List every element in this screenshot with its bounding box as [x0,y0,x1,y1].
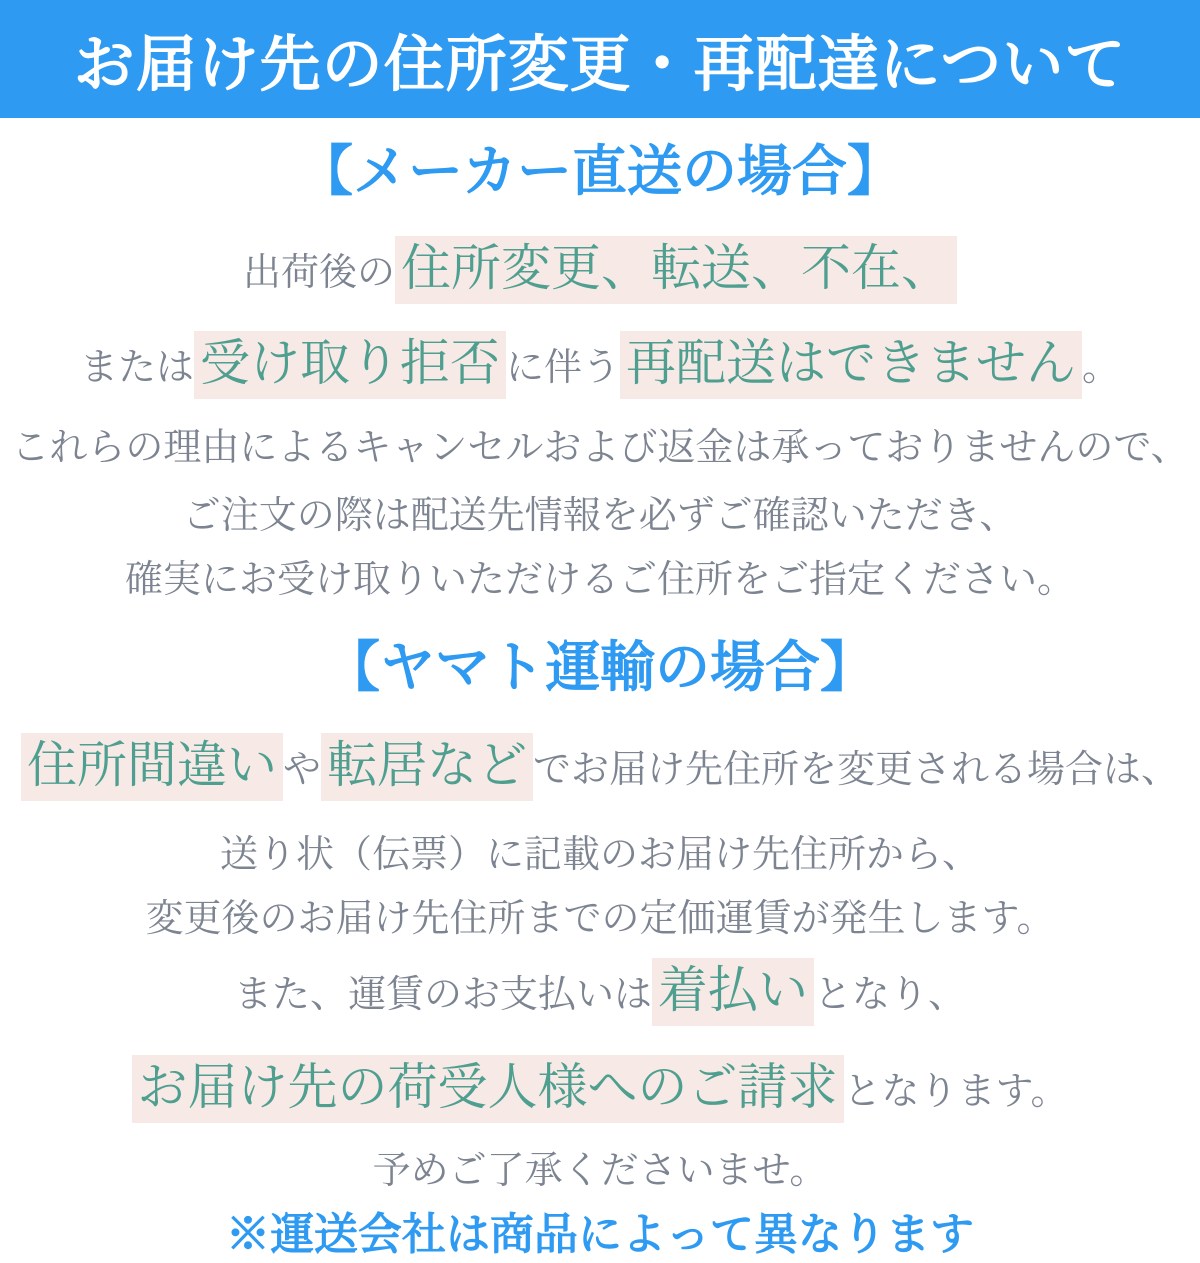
maker-line-confirm-address: ご注文の際は配送先情報を必ずご確認いただき、 [182,495,1018,537]
text-segment: や [282,749,321,791]
yamato-line-freight-charge: 変更後のお届け先住所までの定価運賃が発生します。 [145,898,1055,940]
maker-line-no-cancel-refund: これらの理由によるキャンセルおよび返金は承っておりませんので、 [11,427,1189,469]
yamato-line-invoice-address: 送り状（伝票）に記載のお届け先住所から、 [219,834,980,876]
yamato-line-acknowledgement: 予めご了承くださいませ。 [372,1150,828,1192]
text-segment: 。 [1082,347,1121,389]
yamato-line-billed-to-recipient [0,1048,1200,1139]
maker-line-specify-address: 確実にお受け取りいただけるご住所をご指定ください。 [124,559,1075,601]
page-title: お届け先の住所変更・再配達について [73,29,1127,98]
maker-line-refusal-redelivery [0,323,1200,416]
yamato-section-heading: 【ヤマト運輸の場合】 [324,636,875,698]
text-segment: または [79,347,194,389]
highlighted-text: お届け先の荷受人様へのご請求 [132,1055,844,1123]
text-segment: 出荷後の [242,252,395,294]
text-segment: となり、 [814,974,967,1016]
yamato-line-cash-on-delivery [0,953,1200,1040]
maker-line-shipped-changes [0,228,1200,321]
text-segment: となります。 [843,1071,1069,1113]
text-segment: に伴う [505,347,620,389]
yamato-line-address-change [0,724,1200,819]
carrier-disclaimer-note: ※運送会社は商品によって異なります [226,1210,974,1259]
highlighted-text: 住所間違い [21,733,283,801]
header-banner [0,0,1200,118]
highlighted-text: 住所変更、転送、不在、 [395,236,957,304]
highlighted-text: 再配送はできません [620,331,1082,399]
highlighted-text: 転居など [321,733,533,801]
maker-section-heading: 【メーカー直送の場合】 [298,140,902,202]
text-segment: また、運賃のお支払いは [233,974,652,1016]
highlighted-text: 受け取り拒否 [194,331,506,399]
highlighted-text: 着払い [652,958,814,1026]
text-segment: でお届け先住所を変更される場合は、 [533,749,1180,791]
